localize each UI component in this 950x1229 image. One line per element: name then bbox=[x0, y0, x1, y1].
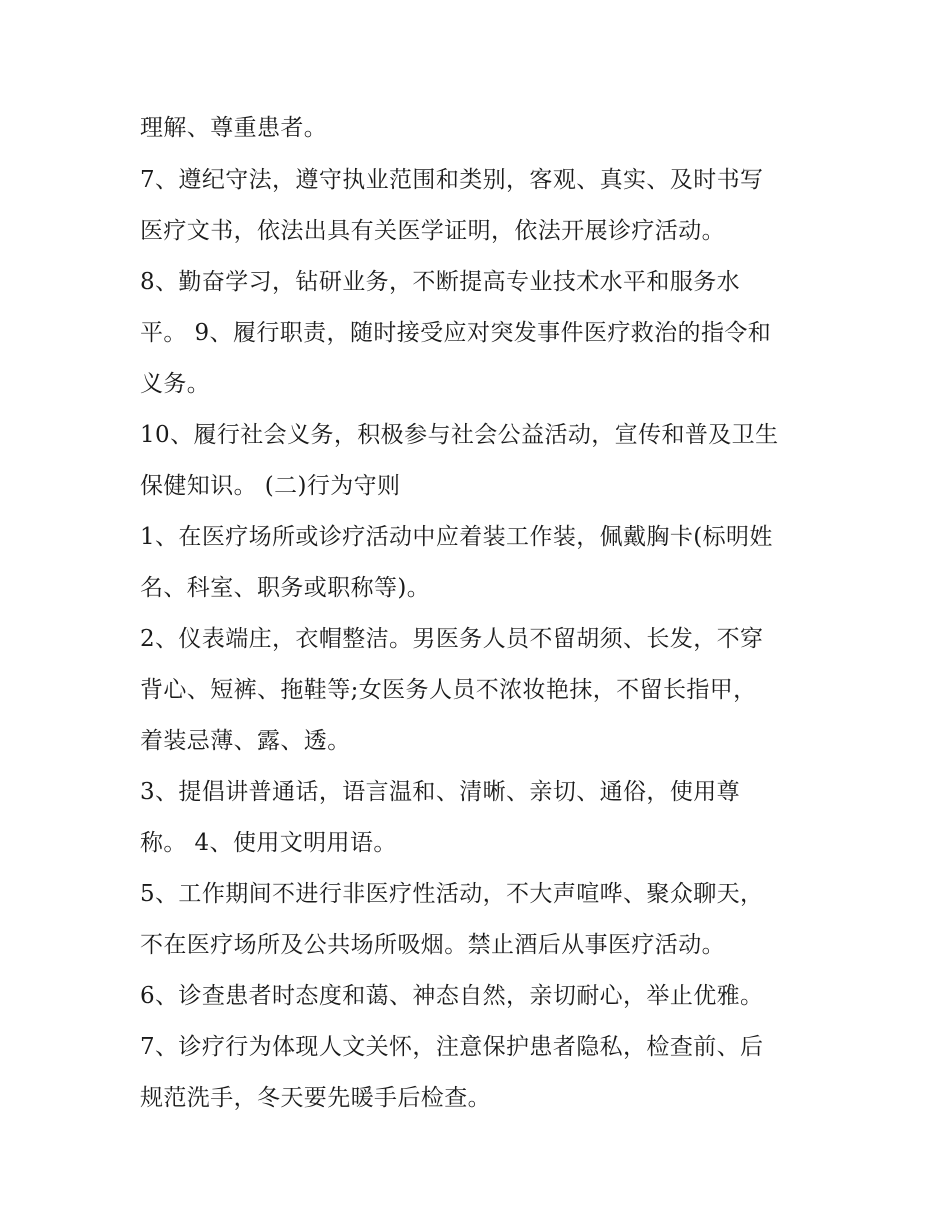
text-line: 10、履行社会义务，积极参与社会公益活动，宣传和普及卫生 bbox=[140, 422, 779, 448]
text-line: 保健知识。 (二)行为守则 bbox=[140, 473, 401, 499]
text-line: 不在医疗场所及公共场所吸烟。禁止酒后从事医疗活动。 bbox=[140, 932, 725, 958]
text-line: 3、提倡讲普通话，语言温和、清晰、亲切、通俗，使用尊 bbox=[140, 779, 741, 805]
text-line: 8、勤奋学习，钻研业务，不断提高专业技术水平和服务水 bbox=[140, 269, 741, 295]
text-line: 义务。 bbox=[140, 371, 211, 397]
text-line: 2、仪表端庄，衣帽整洁。男医务人员不留胡须、长发，不穿 bbox=[140, 626, 764, 652]
text-line: 1、在医疗场所或诊疗活动中应着装工作装，佩戴胸卡(标明姓 bbox=[140, 524, 773, 550]
text-line: 称。 4、使用文明用语。 bbox=[140, 830, 397, 856]
text-line: 5、工作期间不进行非医疗性活动，不大声喧哗、聚众聊天， bbox=[140, 881, 764, 907]
text-line: 名、科室、职务或职称等)。 bbox=[140, 575, 431, 601]
text-line: 医疗文书，依法出具有关医学证明，依法开展诊疗活动。 bbox=[140, 218, 725, 244]
text-line: 着装忌薄、露、透。 bbox=[140, 728, 351, 754]
text-line: 6、诊查患者时态度和蔼、神态自然，亲切耐心，举止优雅。 bbox=[140, 983, 764, 1009]
text-line: 7、遵纪守法，遵守执业范围和类别，客观、真实、及时书写 bbox=[140, 167, 764, 193]
text-line: 规范洗手，冬天要先暖手后检查。 bbox=[140, 1085, 491, 1111]
text-line: 理解、尊重患者。 bbox=[140, 115, 328, 141]
text-line: 7、诊疗行为体现人文关怀，注意保护患者隐私，检查前、后 bbox=[140, 1034, 764, 1060]
text-line: 平。 9、履行职责，随时接受应对突发事件医疗救治的指令和 bbox=[140, 320, 772, 346]
text-line: 背心、短裤、拖鞋等;女医务人员不浓妆艳抹，不留长指甲， bbox=[140, 677, 757, 703]
